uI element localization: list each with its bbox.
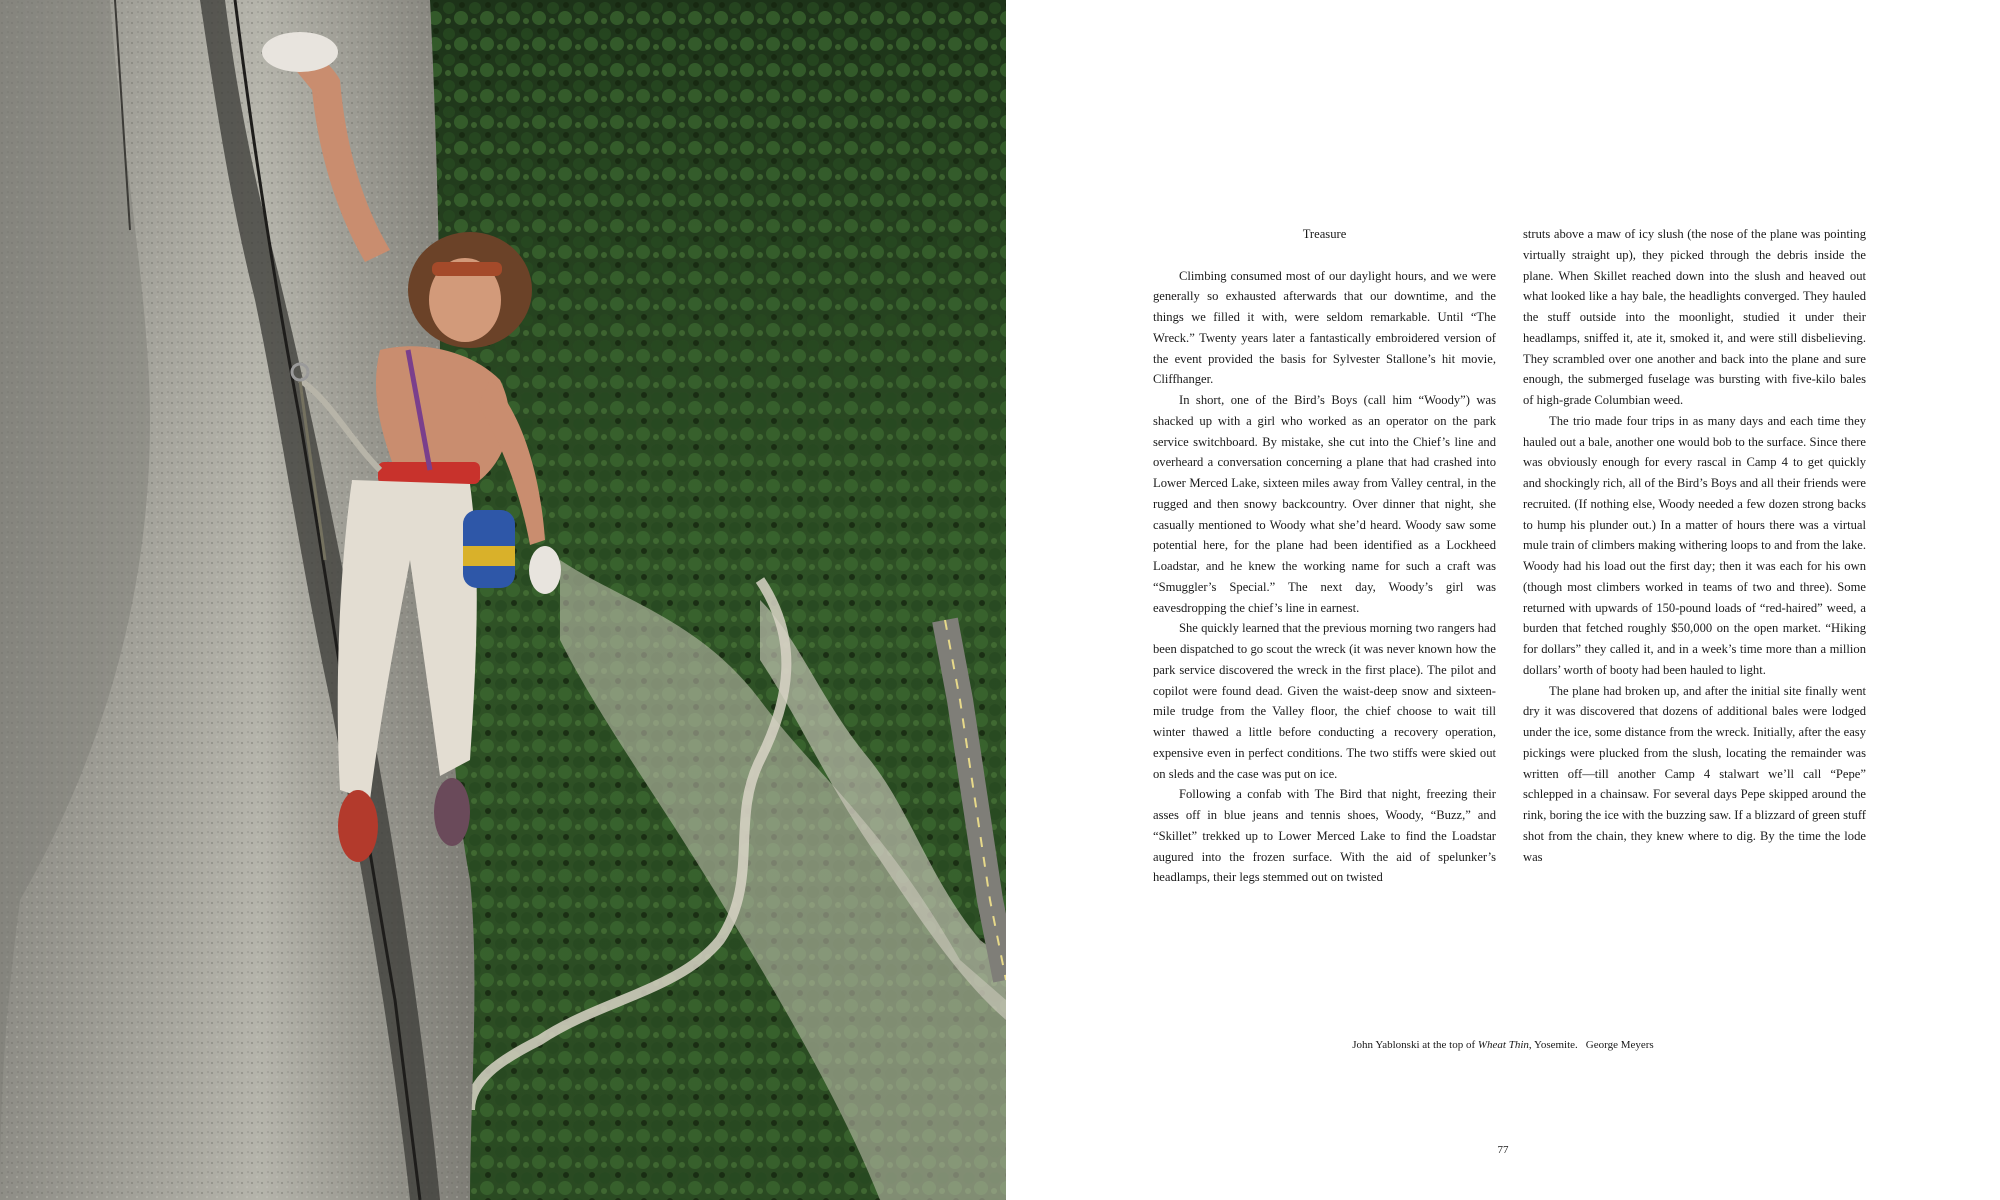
photo-credit: George Meyers [1585,1039,1654,1051]
text-page [1006,0,2000,1200]
paragraph-continued: struts above a maw of icy slush (the nose of the plane was pointing virtually straight up), they picked through the debris inside the plane. When Skillet reached down into the slush and heaved out what looked like a hay bale, the headlights converged. They hauled the stuff outside into the moonlight, studied it under their headlamps, sniffed it, ate it, smoked it, and were still disbelieving. They scrambled over one another and back into the plane and sure enough, the submerged fuselage was bursting with five-kilo bales of high-grade Columbian weed. [1523,227,1866,407]
text-column-right [1523,224,1866,867]
photo-caption [1006,1038,2000,1052]
section-title: Treasure [1302,227,1347,241]
paragraph: Following a confab with The Bird that night, freezing their asses off in blue jeans and tennis shoes, Woody, “Buzz,” and “Skillet” trekked up to Lower Merced Lake to find the Loadstar augured into the frozen surface. With the aid of spelunker’s headlamps, their legs stemmed out on twisted [1153,787,1496,885]
caption-route-name: Wheat Thin [1477,1039,1529,1051]
text-column-left [1153,224,1496,888]
paragraph: The trio made four trips in as many days and each time they hauled out a bale, another one would bob to the surface. Since there was obviously enough for every rascal in Camp 4 to get quickly and shockingly rich, all of the Bird’s Boys and all their friends were recruited. (If nothing else, Woody needed a few dozen strong backs to hump his plunder out.) In a matter of hours there was a virtual mule train of climbers making withering loops to and from the lake. Woody had his load out the first day; then it was each for his own (though most climbers worked in teams of two and three). Some returned with upwards of 150-pound loads of “red-haired” weed, a burden that fetched roughly $50,000 on the open market. “Hiking for dollars” they called it, and in a week’s time more than a million dollars’ worth of booty had been hauled to light. [1523,413,1866,677]
paragraph: In short, one of the Bird’s Boys (call him “Woody”) was shacked up with a girl who worked as an operator on the park service switchboard. By mistake, she cut into the Chief’s line and overheard a conversation concerning a plane that had crashed into Lower Merced Lake, sixteen miles away from Valley central, in the rugged and then snowy backcountry. Over dinner that night, she casually mentioned to Woody what she’d heard. Woody saw some potential here, for the plane had been identified as a Lockheed Loadstar, and he knew the working name for such a craft was “Smuggler’s Special.” The next day, Woody’s girl was eavesdropping the chief’s line in earnest. [1153,393,1496,615]
paragraph: Climbing consumed most of our daylight hours, and we were generally so exhausted afterwards that our downtime, and the things we filled it with, were seldom remarkable. Until “The Wreck.” Twenty years later a fantastically embroidered version of the event provided the basis for Sylvester Stallone’s hit movie, Cliffhanger. [1153,268,1496,387]
caption-text: John Yablonski at the top of [1352,1039,1478,1051]
paragraph: She quickly learned that the previous morning two rangers had been dispatched to go scout the wreck (it was never known how the park service discovered the wreck in the first place). The pilot and copilot were found dead. Given the waist-deep snow and sixteen-mile trudge from the Valley floor, the chief choose to wait till winter thawed a little before conducting a recovery operation, expensive even in perfect conditions. The two stiffs were skied out on sleds and the case was put on ice. [1153,621,1496,781]
caption-text-end: , Yosemite. [1528,1039,1578,1051]
page-number: 77 [1497,1144,1509,1156]
paragraph: The plane had broken up, and after the initial site finally went dry it was discovered that dozens of additional bales were lodged under the ice, some distance from the wreck. Initially, after the easy pickings were plucked from the slush, locating the remainder was written off—till another Camp 4 stalwart we’ll call “Pepe” schlepped in a chainsaw. For several days Pepe skipped around the rink, boring the ice with the buzzing saw. If a blizzard of green stuff shot from the chain, they knew where to dig. By the time the lode was [1523,683,1866,864]
